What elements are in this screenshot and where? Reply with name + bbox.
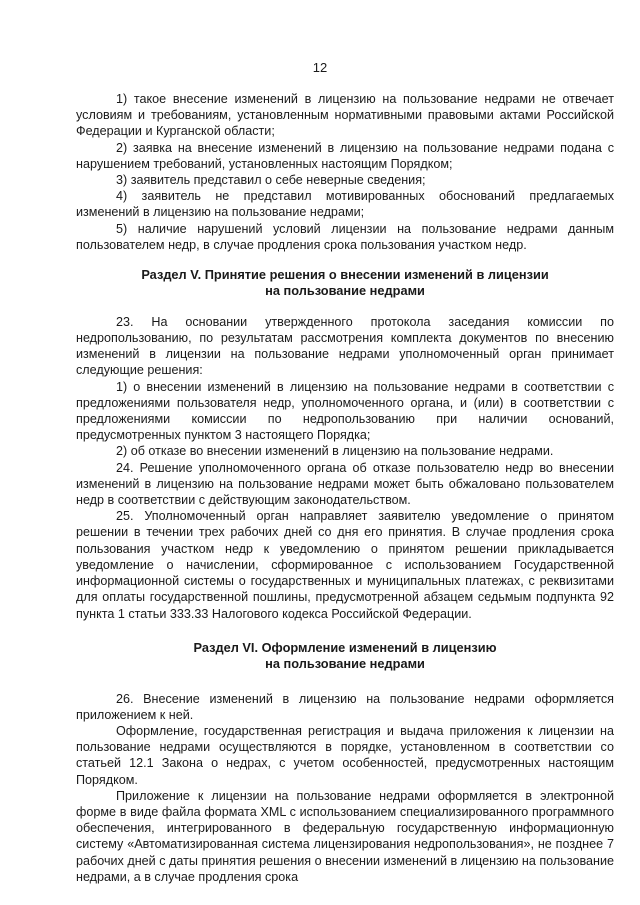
list-item: 2) заявка на внесение изменений в лицензию на пользование недрами подана с нарушением требований, установленных настоящим Порядком; (76, 140, 614, 171)
paragraph: 26. Внесение изменений в лицензию на пользование недрами оформляется приложением к ней. (76, 691, 614, 722)
spacer (76, 622, 614, 640)
paragraph: 1) о внесении изменений в лицензию на пользование недрами в соответствии с предложениями пользователя недр, уполномоченного органа, и (или) в соответствии с предложениями комиссии по недропользованию при наличии оснований, предусмотренных пунктом 3 настоящего Порядка; (76, 379, 614, 443)
paragraph: 25. Уполномоченный орган направляет заявителю уведомление о принятом решении в течении трех рабочих дней со дня его принятия. В случае продления срока пользования участком недр к уведомлению о принятом решении прикладывается уведомление о начислении, сформированное с использованием Государственной информационной системы о государственных и муниципальных платежах, с реквизитами для оплаты государственной пошлины, предусмотренной абзацем седьмым подпункта 92 пункта 1 статьи 333.33 Налогового кодекса Российской Федерации. (76, 509, 614, 621)
paragraph: 23. На основании утвержденного протокола заседания комиссии по недропользованию, по результатам рассмотрения комплекта документов по внесению изменений в лицензии на пользование недрами уполномоченный орган принимает следующие решения: (76, 314, 614, 378)
paragraph: Оформление, государственная регистрация и выдача приложения к лицензии на пользование недрами осуществляются в порядке, установленном в соответствии со статьей 12.1 Закона о недрах, с учетом особенностей, предусмотренных настоящим Порядком. (76, 723, 614, 787)
spacer (76, 673, 614, 691)
list-item: 5) наличие нарушений условий лицензии на пользование недрами данным пользователем недр, в случае продления срока пользования участком недр. (76, 221, 614, 252)
list-item: 1) такое внесение изменений в лицензию на пользование недрами не отвечает условиям и требованиям, установленным нормативными правовыми актами Российской Федерации и Курганской области; (76, 92, 614, 139)
paragraph: Приложение к лицензии на пользование недрами оформляется в электронной форме в виде файла формата XML с использованием специализированного программного обеспечения, интегрированного в федеральную государственную информационную систему «Автоматизированная система лицензирования недропользования», не позднее 7 рабочих дней с даты принятия решения о внесении изменений в лицензию на пользование недрами, а в случае продления срока (76, 788, 614, 884)
section-heading (76, 640, 614, 673)
list-item: 4) заявитель не представил мотивированных обоснований предлагаемых изменений в лицензию на пользование недрами; (76, 189, 614, 220)
list-item: 3) заявитель представил о себе неверные сведения; (116, 173, 426, 188)
section-heading-line: на пользование недрами (265, 656, 425, 672)
section-heading (76, 267, 614, 300)
paragraph: 2) об отказе во внесении изменений в лицензию на пользование недрами. (116, 444, 554, 459)
spacer (76, 300, 614, 314)
document-body (76, 91, 614, 885)
spacer (76, 253, 614, 267)
page-number: 12 (312, 60, 328, 75)
paragraph: 24. Решение уполномоченного органа об отказе пользователю недр во внесении изменений в лицензию на пользование недрами может быть обжаловано пользователем недр в соответствии с действующим законодательством. (76, 460, 614, 508)
section-heading-line: Раздел V. Принятие решения о внесении изменений в лицензии (141, 267, 549, 283)
section-heading-line: Раздел VI. Оформление изменений в лицензию (193, 639, 497, 655)
section-heading-line: на пользование недрами (265, 283, 425, 299)
